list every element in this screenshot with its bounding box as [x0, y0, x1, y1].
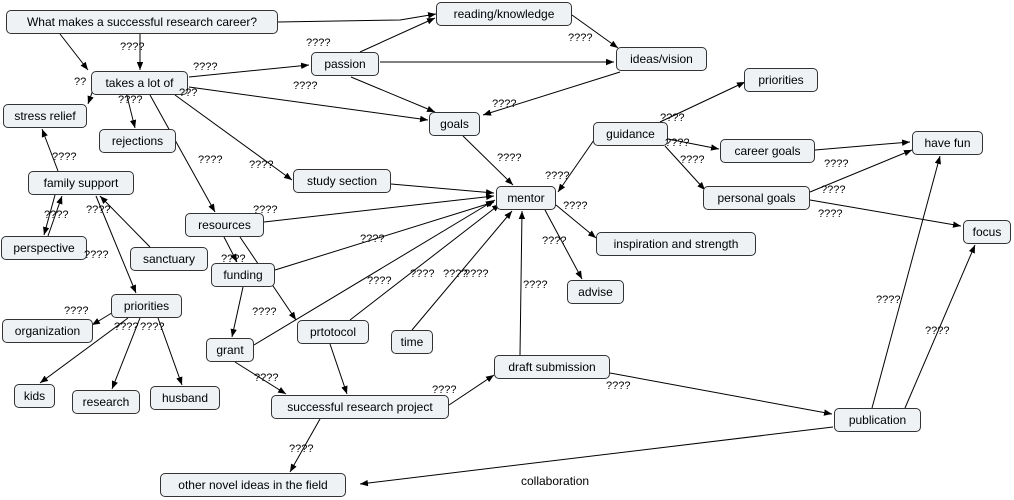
- node-label: perspective: [13, 241, 75, 255]
- edge-label: ????: [492, 98, 517, 110]
- node-focus[interactable]: [963, 220, 1011, 244]
- edge-label: ????: [542, 235, 567, 247]
- node-time[interactable]: [391, 330, 433, 354]
- edge-label: ????: [925, 325, 950, 337]
- edge-label: ????: [568, 32, 593, 44]
- edge-label: ????: [118, 94, 143, 106]
- edge-label: ????: [44, 209, 69, 221]
- edge-label: ????: [114, 321, 139, 333]
- node-organization[interactable]: [2, 319, 93, 343]
- node-have-fun[interactable]: [912, 131, 983, 155]
- node-research[interactable]: [72, 390, 140, 414]
- edge-label: ????: [254, 372, 279, 384]
- node-label: rejections: [111, 134, 164, 148]
- node-label: husband: [161, 391, 209, 405]
- edge-label: ????: [140, 321, 165, 333]
- node-label: focus: [972, 225, 1002, 239]
- edge-label: ????: [665, 137, 690, 149]
- edge-label: ????: [193, 61, 218, 73]
- node-root[interactable]: [6, 10, 278, 34]
- node-grant[interactable]: [206, 338, 254, 362]
- node-career-goals[interactable]: [720, 139, 815, 163]
- edge-label: ????: [876, 294, 901, 306]
- node-mentor[interactable]: [496, 186, 556, 210]
- node-label: sanctuary: [142, 252, 196, 266]
- node-kids[interactable]: [14, 384, 55, 408]
- node-family-support[interactable]: [28, 171, 134, 195]
- node-stress-relief[interactable]: [3, 104, 87, 128]
- node-label: takes a lot of: [105, 76, 174, 90]
- edge-label: ????: [523, 279, 548, 291]
- node-perspective[interactable]: [1, 236, 87, 260]
- edge-label: ????: [289, 443, 314, 455]
- node-label: resources: [198, 218, 251, 232]
- node-label: goals: [440, 117, 469, 131]
- edge-label: ????: [367, 275, 392, 287]
- node-label: career goals: [734, 144, 801, 158]
- edge-label: ????: [253, 204, 278, 216]
- node-label: grant: [216, 343, 244, 357]
- node-takes-a-lot-of[interactable]: [91, 71, 188, 95]
- edge-label: ????: [221, 253, 246, 265]
- node-goals[interactable]: [429, 112, 480, 136]
- node-passion[interactable]: [311, 52, 379, 76]
- edge-label: ????: [432, 384, 457, 396]
- node-guidance[interactable]: [593, 122, 668, 146]
- edge-label: ????: [464, 268, 489, 280]
- node-label: priorities: [758, 73, 804, 87]
- node-label: prtotocol: [309, 325, 357, 339]
- node-label: priorities: [123, 299, 170, 313]
- node-label: publication: [848, 413, 907, 427]
- edge-label: ????: [443, 268, 468, 280]
- edge-label: ????: [606, 380, 631, 392]
- node-publication[interactable]: [834, 408, 921, 432]
- edge-label: ????: [821, 184, 846, 196]
- node-sanctuary[interactable]: [130, 247, 208, 271]
- edge-label: ????: [64, 305, 89, 317]
- node-label: reading/knowledge: [453, 7, 555, 21]
- edge-label: ????: [249, 159, 274, 171]
- edge-label: ??: [74, 76, 87, 88]
- node-label: advise: [578, 285, 613, 299]
- edge-label: ????: [680, 154, 705, 166]
- edge-label: ????: [120, 41, 145, 53]
- edge-label: ???: [179, 87, 198, 99]
- edge-label: ????: [84, 249, 109, 261]
- node-priorities-left[interactable]: [111, 294, 182, 318]
- edge-label: ????: [660, 112, 685, 124]
- node-study-section[interactable]: [293, 169, 391, 193]
- edge-label: ????: [818, 208, 843, 220]
- edge-label: ????: [306, 37, 331, 49]
- node-label: draft submission: [508, 360, 596, 374]
- node-funding[interactable]: [211, 263, 275, 287]
- node-advise[interactable]: [567, 280, 624, 304]
- node-label: mentor: [507, 191, 545, 205]
- edge-label: ????: [563, 200, 588, 212]
- node-draft-submission[interactable]: [494, 355, 610, 379]
- node-reading-knowledge[interactable]: [436, 2, 572, 26]
- node-prtotocol[interactable]: [297, 320, 369, 344]
- node-label: other novel ideas in the field: [178, 478, 328, 492]
- edge-label: ????: [410, 268, 435, 280]
- node-label: time: [400, 335, 424, 349]
- edge-label: ????: [545, 170, 570, 182]
- edge-label: ????: [52, 151, 77, 163]
- node-personal-goals[interactable]: [703, 186, 810, 210]
- edge-label-collaboration: collaboration: [521, 474, 590, 488]
- node-label: inspiration and strength: [613, 237, 739, 251]
- edge-label: ????: [497, 152, 522, 164]
- node-label: guidance: [606, 127, 655, 141]
- node-successful-research-project[interactable]: [271, 395, 449, 419]
- edge-label: ????: [824, 158, 849, 170]
- node-rejections[interactable]: [99, 129, 176, 153]
- node-label: study section: [306, 174, 378, 188]
- node-inspiration-and-strength[interactable]: [596, 232, 756, 256]
- edge-label: ????: [360, 233, 385, 245]
- node-label: funding: [223, 268, 263, 282]
- node-resources[interactable]: [185, 213, 264, 237]
- node-label: research: [82, 395, 130, 409]
- edge-label: ????: [252, 306, 277, 318]
- node-label: organization: [14, 324, 81, 338]
- node-label: family support: [43, 176, 119, 190]
- node-husband[interactable]: [150, 386, 220, 410]
- node-label: passion: [324, 57, 366, 71]
- node-label: stress relief: [14, 109, 76, 123]
- node-label: personal goals: [717, 191, 796, 205]
- edge-label: ????: [86, 204, 111, 216]
- node-label: successful research project: [287, 400, 433, 414]
- edge-label: ????: [293, 80, 318, 92]
- node-label: kids: [23, 389, 46, 403]
- node-other-novel-ideas[interactable]: [160, 473, 346, 497]
- node-priorities-right[interactable]: [744, 68, 818, 92]
- node-ideas-vision[interactable]: [616, 47, 707, 71]
- node-label: What makes a successful research career?: [26, 15, 258, 29]
- node-label: have fun: [924, 136, 971, 150]
- node-label: ideas/vision: [630, 52, 693, 66]
- edge-label: ????: [198, 154, 223, 166]
